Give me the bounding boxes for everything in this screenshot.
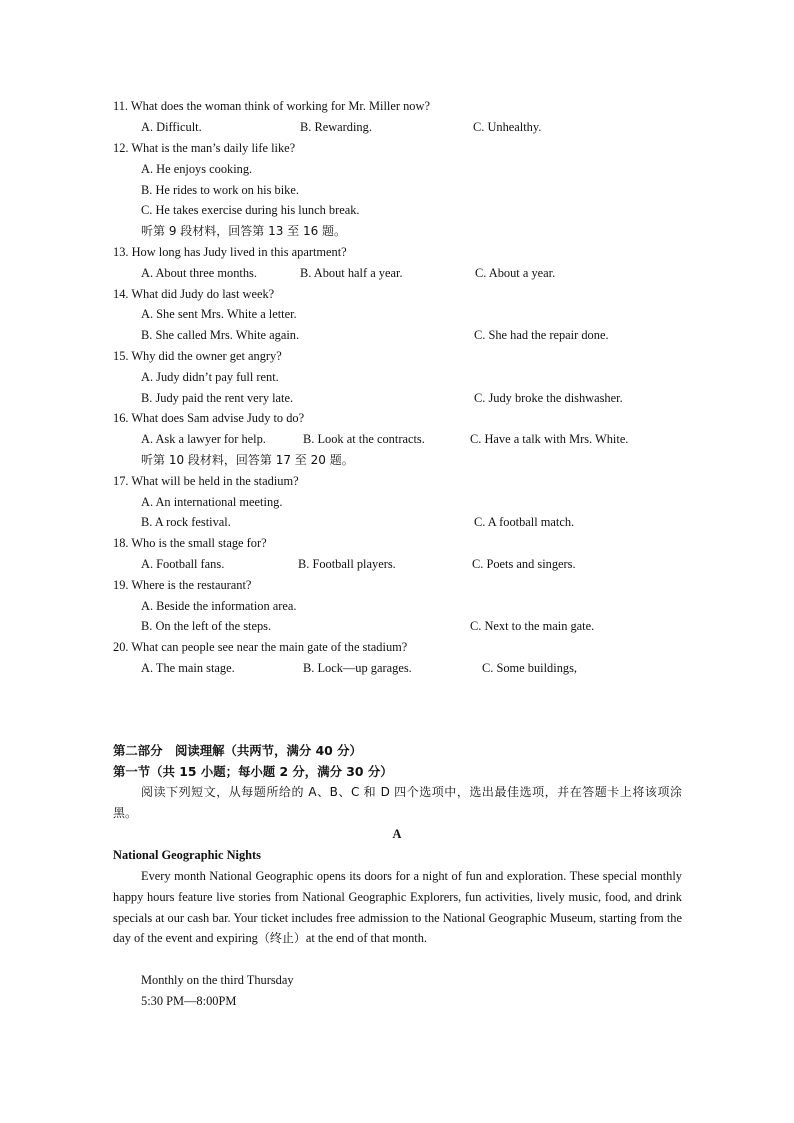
q12-option-c: C. He takes exercise during his lunch break. (141, 203, 360, 217)
q17-option-c: C. A football match. (474, 515, 575, 529)
q18-option-c: C. Poets and singers. (472, 557, 576, 571)
question-17: 17. What will be held in the stadium? (113, 474, 299, 488)
q13-option-a: A. About three months. (141, 266, 257, 280)
question-14: 14. What did Judy do last week? (113, 287, 275, 301)
paragraph-text-2: at the end of that month. (305, 931, 427, 946)
question-16: 16. What does Sam advise Judy to do? (113, 411, 305, 425)
q20-option-a: A. The main stage. (141, 661, 235, 675)
q13-option-b: B. About half a year. (300, 266, 403, 280)
passage-title: National Geographic Nights (113, 848, 262, 862)
q11-option-a: A. Difficult. (141, 120, 202, 134)
paragraph-gloss: （终止） (257, 931, 306, 946)
schedule-day: Monthly on the third Thursday (141, 973, 294, 987)
part-2-title: 第二部分 阅读理解（共两节，满分 40 分） (113, 743, 362, 758)
q19-option-c: C. Next to the main gate. (470, 619, 595, 633)
schedule-time: 5:30 PM—8:00PM (141, 994, 237, 1008)
q14-option-a: A. She sent Mrs. White a letter. (141, 307, 297, 321)
q12-option-a: A. He enjoys cooking. (141, 162, 253, 176)
question-20: 20. What can people see near the main gate of the stadium? (113, 640, 408, 654)
reading-directions: 阅读下列短文，从每题所给的 A、B、C 和 D 四个选项中，选出最佳选项，并在答题卡上将该项涂黑。 (113, 785, 682, 820)
q15-option-c: C. Judy broke the dishwasher. (474, 391, 623, 405)
q19-option-a: A. Beside the information area. (141, 599, 297, 613)
instruction-passage-9: 听第 9 段材料，回答第 13 至 16 题。 (141, 224, 347, 238)
question-12: 12. What is the man’s daily life like? (113, 141, 296, 155)
question-15: 15. Why did the owner get angry? (113, 349, 282, 363)
q15-option-b: B. Judy paid the rent very late. (141, 391, 294, 405)
question-19: 19. Where is the restaurant? (113, 578, 252, 592)
q14-option-b: B. She called Mrs. White again. (141, 328, 300, 342)
passage-paragraph-1 (113, 866, 682, 949)
passage-label: A (392, 827, 402, 841)
q17-option-b: B. A rock festival. (141, 515, 231, 529)
section-1-title: 第一节（共 15 小题；每小题 2 分，满分 30 分） (113, 764, 393, 779)
question-13: 13. How long has Judy lived in this apartment? (113, 245, 347, 259)
q11-option-b: B. Rewarding. (300, 120, 372, 134)
q12-option-b: B. He rides to work on his bike. (141, 183, 299, 197)
q18-option-b: B. Football players. (298, 557, 396, 571)
q15-option-a: A. Judy didn’t pay full rent. (141, 370, 279, 384)
q19-option-b: B. On the left of the steps. (141, 619, 272, 633)
q16-option-c: C. Have a talk with Mrs. White. (470, 432, 629, 446)
q11-option-c: C. Unhealthy. (473, 120, 542, 134)
q17-option-a: A. An international meeting. (141, 495, 283, 509)
q20-option-b: B. Lock—up garages. (303, 661, 412, 675)
instruction-passage-10: 听第 10 段材料，回答第 17 至 20 题。 (141, 453, 354, 467)
q13-option-c: C. About a year. (475, 266, 556, 280)
paragraph-text-1: Every month National Geographic opens its doors for a night of fun and exploration. These special monthly happy hours feature live stories from National Geographic Explorers, fun activities, lively music, food, and drink specials at our cash bar. Your ticket includes free admission to the National Geographic Museum, starting from the day of the event and expiring (113, 869, 682, 946)
q14-option-c: C. She had the repair done. (474, 328, 609, 342)
question-18: 18. Who is the small stage for? (113, 536, 267, 550)
q16-option-a: A. Ask a lawyer for help. (141, 432, 266, 446)
q16-option-b: B. Look at the contracts. (303, 432, 425, 446)
question-11: 11. What does the woman think of working for Mr. Miller now? (113, 99, 430, 113)
q20-option-c: C. Some buildings, (482, 661, 578, 675)
q18-option-a: A. Football fans. (141, 557, 225, 571)
